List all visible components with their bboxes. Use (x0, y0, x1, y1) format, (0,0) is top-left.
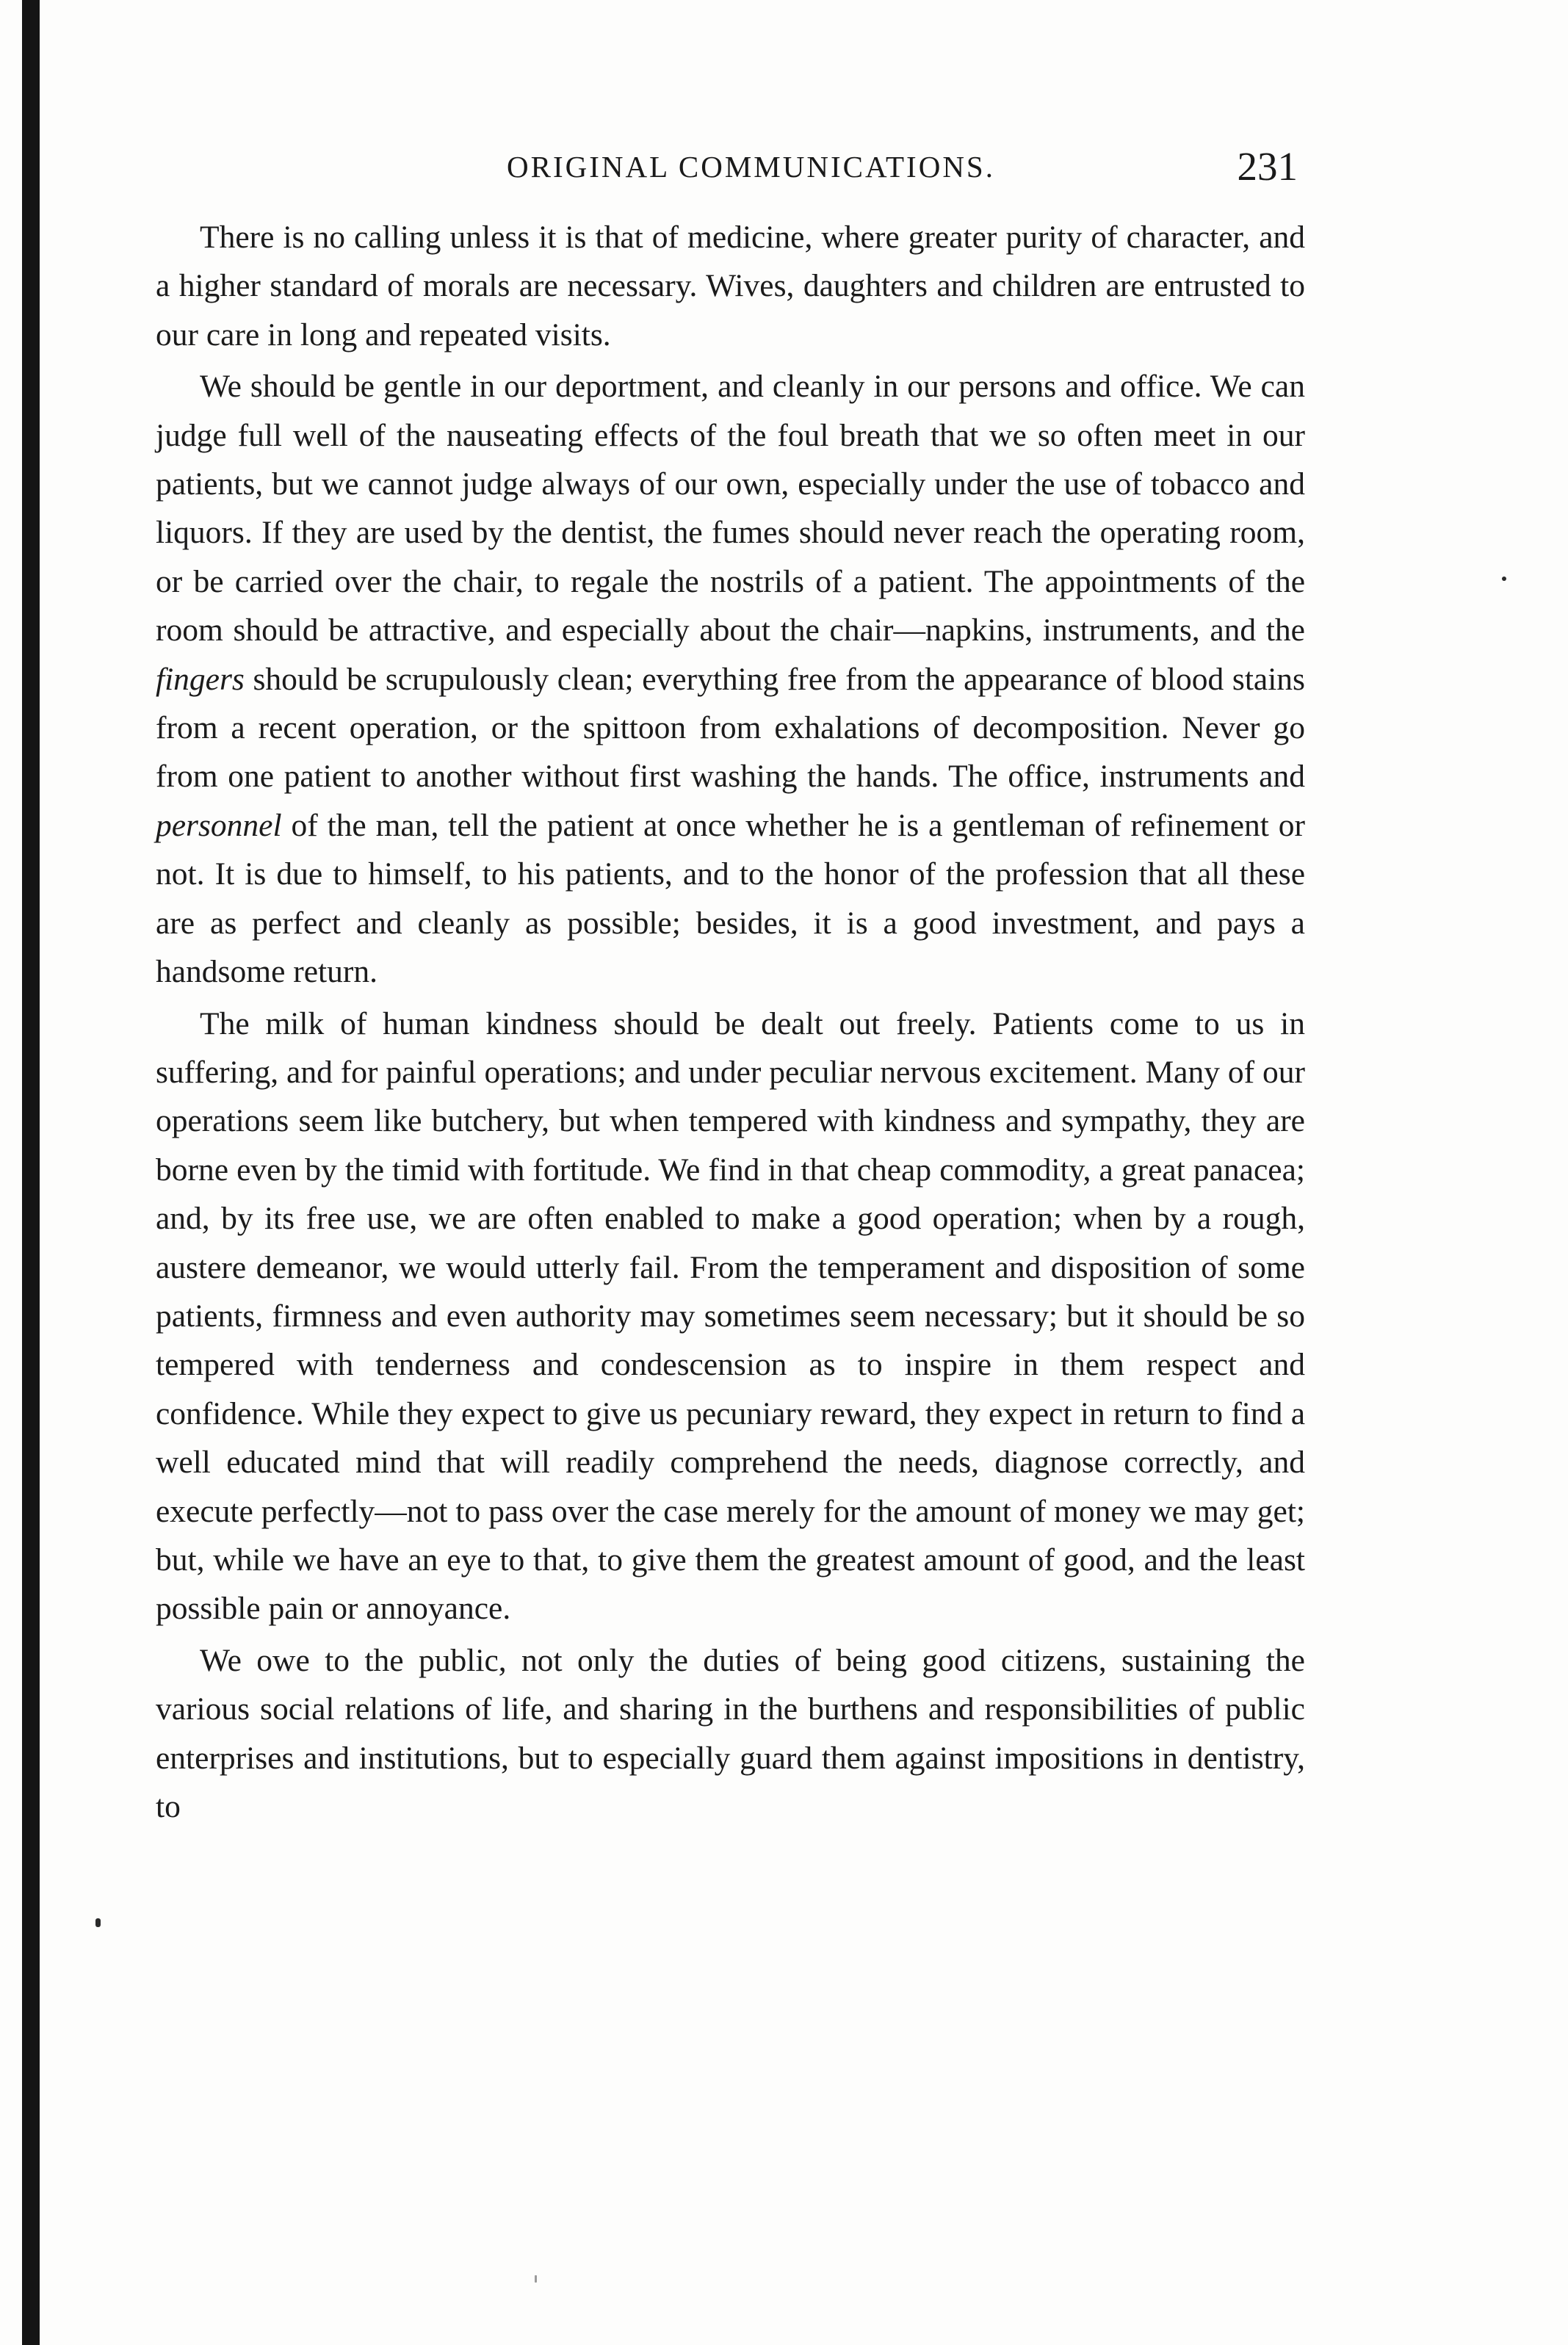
text-segment: We should be gentle in our deportment, and cleanly in our persons and office. We can judge full well of the nauseating effects of the foul breath that we so often meet in our patients, but we cannot judge always of our own, especially under the use of tobacco and liquors. If they are used by the dentist, the fumes should never reach the operating room, or be carried over the chair, to regale the nostrils of a patient. The appointments of the room should be attractive, and especially about the chair—napkins, instruments, and the (156, 369, 1305, 648)
page-number: 231 (1237, 144, 1298, 189)
text-segment: There is no calling unless it is that of medicine, where greater purity of character, and a higher standard of morals are necessary. Wives, daughters and children are entrusted to our care in long and repeated visits. (156, 220, 1305, 353)
binding-edge (22, 0, 40, 2345)
ink-speck (535, 2275, 537, 2283)
italic-fingers: fingers (156, 661, 245, 697)
paragraph-1 (156, 213, 1305, 359)
body-text (156, 213, 1305, 1834)
ink-speck (1502, 577, 1506, 581)
paragraph-2 (156, 362, 1305, 996)
paragraph-4 (156, 1636, 1305, 1832)
text-segment: We owe to the public, not only the duties of being good citizens, sustaining the various social relations of life, and sharing in the burthens and responsibilities of public enterprises and institutions, but to especially guard them against impositions in dentistry, to (156, 1642, 1305, 1824)
text-segment: should be scrupulously clean; everything free from the appearance of blood stains from a recent operation, or the spittoon from exhalations of decomposition. Never go from one patient to another without first washing the hands. The office, instruments and (156, 661, 1305, 795)
running-head: ORIGINAL COMMUNICATIONS. (507, 150, 995, 184)
page-header (156, 143, 1305, 195)
text-segment: of the man, tell the patient at once whether he is a gentleman of refinement or not. It is due to himself, to his patients, and to the honor of the profession that all these are as perfect and cleanly as possible; besides, it is a good investment, and pays a handsome return. (156, 807, 1305, 990)
ink-speck (95, 1918, 101, 1927)
text-segment: The milk of human kindness should be dealt out freely. Patients come to us in suffering, and for painful operations; and under peculiar nervous excitement. Many of our operations seem like butchery, but when tempered with kindness and sympathy, they are borne even by the timid with fortitude. We find in that cheap commodity, a great panacea; and, by its free use, we are often enabled to make a good operation; when by a rough, austere demeanor, we would utterly fail. From the temperament and disposition of some patients, firmness and even authority may sometimes seem necessary; but it should be so tempered with tenderness and condescension as to inspire in them respect and confidence. While they expect to give us pecuniary reward, they expect in return to find a well educated mind that will readily comprehend the needs, diagnose correctly, and execute perfectly—not to pass over the case merely for the amount of money we may get; but, while we have an eye to that, to give them the greatest amount of good, and the least possible pain or annoyance. (156, 1005, 1305, 1627)
italic-personnel: personnel (156, 807, 282, 843)
paragraph-3 (156, 1000, 1305, 1633)
